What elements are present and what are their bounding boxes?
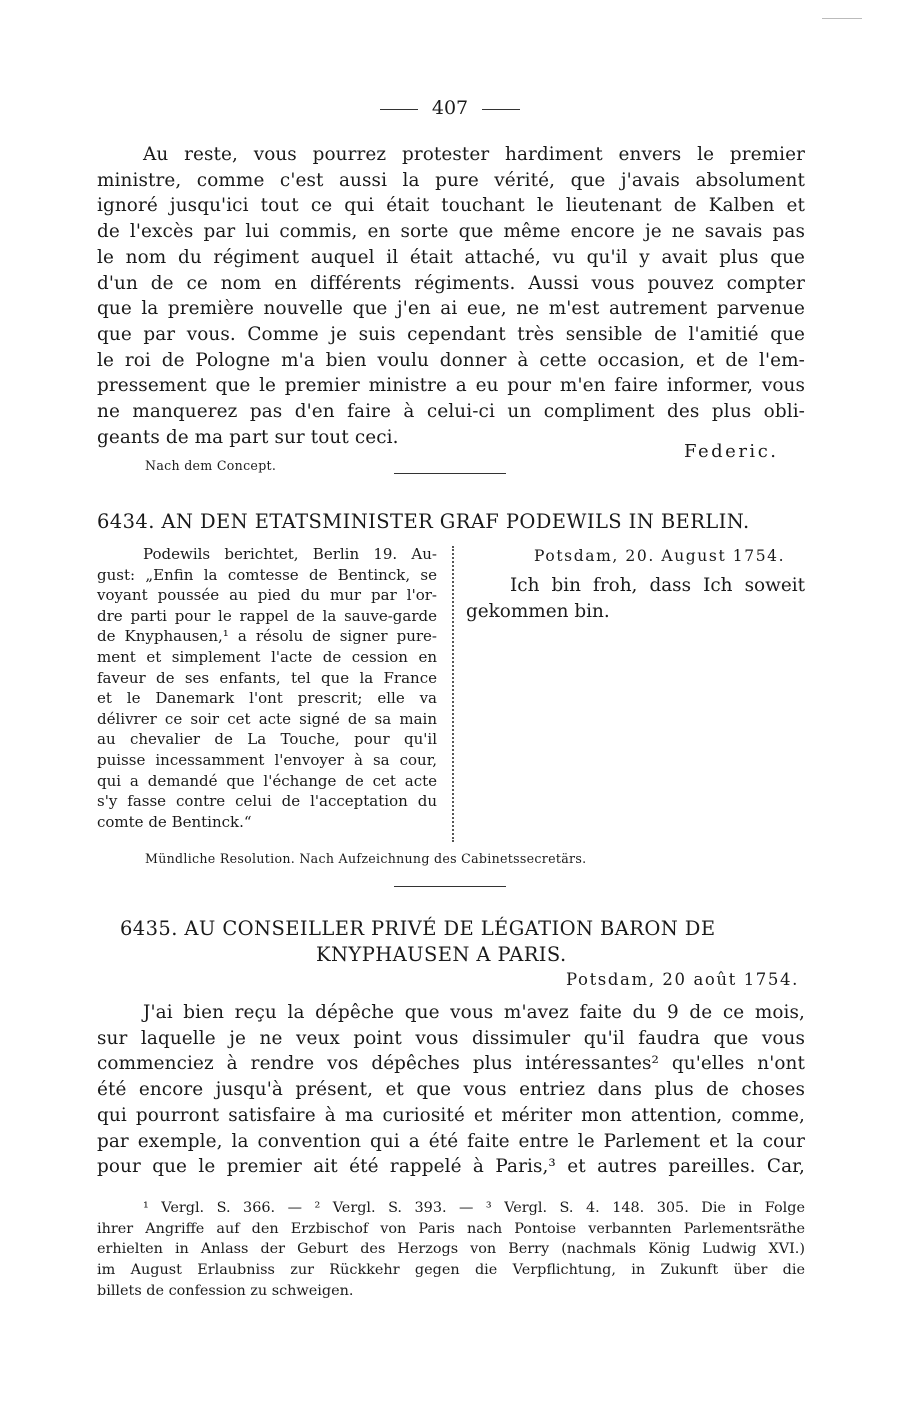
text-line: ministre, comme c'est aussi la pure vérité, que j'avais absolument xyxy=(97,169,805,191)
page-number: 407 xyxy=(431,97,469,119)
text-line: Podewils berichtet, Berlin 19. Au- xyxy=(143,545,437,563)
scan-corner-mark xyxy=(822,18,862,19)
text-line: de Knyphausen,¹ a résolu de signer pure- xyxy=(97,627,437,646)
text-line: Ich bin froh, dass Ich soweit xyxy=(510,575,805,596)
section-rule xyxy=(394,473,506,474)
column-divider xyxy=(452,546,454,842)
footnote-line: ihrer Angriffe auf den Erzbischof von Paris nach Pontoise verbannten Parlementsräthe xyxy=(97,1220,805,1237)
letter-6434-report-column xyxy=(97,544,437,832)
source-note-resolution: Mündliche Resolution. Nach Aufzeichnung des Cabinetssecretärs. xyxy=(145,851,587,866)
left-dash xyxy=(380,109,418,110)
text-line: geants de ma part sur tout ceci. xyxy=(97,426,399,448)
text-line: ne manquerez pas d'en faire à celui-ci un compliment des plus obli- xyxy=(97,401,805,423)
text-line: qui pourront satisfaire à ma curiosité et mériter mon attention, comme, xyxy=(97,1104,805,1126)
letter-6434-heading: 6434. AN DEN ETATSMINISTER GRAF PODEWILS IN BERLIN. xyxy=(97,510,750,533)
section-rule xyxy=(394,886,506,887)
right-dash xyxy=(482,109,520,110)
text-line: gekommen bin. xyxy=(466,600,610,622)
letter-6435-body xyxy=(97,1000,805,1180)
footnote-line: ¹ Vergl. S. 366. — ² Vergl. S. 393. — ³ Vergl. S. 4. 148. 305. Die in Folge xyxy=(143,1200,805,1216)
footnotes xyxy=(97,1198,805,1302)
text-line: gust: „Enfin la comtesse de Bentinck, se xyxy=(97,565,437,584)
footnote-line: im August Erlaubniss zur Rückkehr gegen die Verpflichtung, in Zukunft über die xyxy=(97,1262,805,1279)
text-line: puisse incessamment l'envoyer à sa cour, xyxy=(97,750,437,769)
text-line: le roi de Pologne m'a bien voulu donner à cette occasion, et de l'em- xyxy=(97,349,805,371)
text-line: Au reste, vous pourrez protester hardiment envers le premier xyxy=(143,144,805,165)
text-line: pour que le premier ait été rappelé à Paris,³ et autres pareilles. Car, xyxy=(97,1156,805,1178)
text-line: voyant poussée au pied du mur par l'or- xyxy=(97,586,437,605)
text-line: que par vous. Comme je suis cependant très sensible de l'amitié que xyxy=(97,323,805,345)
text-line: et le Danemark l'ont prescrit; elle va xyxy=(97,689,437,708)
text-line: pressement que le premier ministre a eu pour m'en faire informer, vous xyxy=(97,375,805,397)
text-line: au chevalier de La Touche, pour qu'il xyxy=(97,730,437,749)
letter-6433-body xyxy=(97,142,805,450)
letter-6435-heading-line1: 6435. AU CONSEILLER PRIVÉ DE LÉGATION BARON DE xyxy=(120,917,716,940)
text-line: sur laquelle je ne veux point vous dissimuler qu'il faudra que vous xyxy=(97,1027,805,1049)
text-line: que la première nouvelle que j'en ai eue, ne m'est autrement parvenue xyxy=(97,298,805,320)
footnote-line: billets de confession zu schweigen. xyxy=(97,1282,354,1299)
text-line: J'ai bien reçu la dépêche que vous m'avez faite du 9 de ce mois, xyxy=(143,1002,805,1023)
text-line: qui a demandé que l'échange de cet acte xyxy=(97,771,437,790)
text-line: faveur de ses enfants, tel que la France xyxy=(97,668,437,687)
text-line: d'un de ce nom en différents régiments. Aussi vous pouvez compter xyxy=(97,272,805,294)
text-line: ignoré jusqu'ici tout ce qui était touchant le lieutenant de Kalben et xyxy=(97,195,805,217)
text-line: de l'excès par lui commis, en sorte que même encore je ne savais pas xyxy=(97,221,805,243)
text-line: par exemple, la convention qui a été faite entre le Parlement et la cour xyxy=(97,1130,805,1152)
running-head xyxy=(0,97,900,119)
text-line: commenciez à rendre vos dépêches plus intéressantes² qu'elles n'ont xyxy=(97,1053,805,1075)
text-line: dre parti pour le rappel de la sauve-garde xyxy=(97,606,437,625)
text-line: été encore jusqu'à présent, et que vous entriez dans plus de choses xyxy=(97,1079,805,1101)
text-line: délivrer ce soir cet acte signé de sa main xyxy=(97,709,437,728)
text-line: ment et simplement l'acte de cession en xyxy=(97,647,437,666)
letter-6434-resolution xyxy=(466,573,805,625)
footnote-line: erhielten in Anlass der Geburt des Herzogs von Berry (nachmals König Ludwig XVI.) xyxy=(97,1241,805,1258)
source-note-concept: Nach dem Concept. xyxy=(145,458,277,473)
text-line: comte de Bentinck.“ xyxy=(97,812,252,831)
letter-6434-date: Potsdam, 20. August 1754. xyxy=(534,547,786,565)
text-line: s'y fasse contre celui de l'acceptation du xyxy=(97,792,437,811)
text-line: le nom du régiment auquel il était attaché, vu qu'il y avait plus que xyxy=(97,246,805,268)
letter-6435-date: Potsdam, 20 août 1754. xyxy=(566,970,799,989)
letter-6435-heading-line2: KNYPHAUSEN A PARIS. xyxy=(316,943,567,966)
signature: Federic. xyxy=(684,441,779,462)
